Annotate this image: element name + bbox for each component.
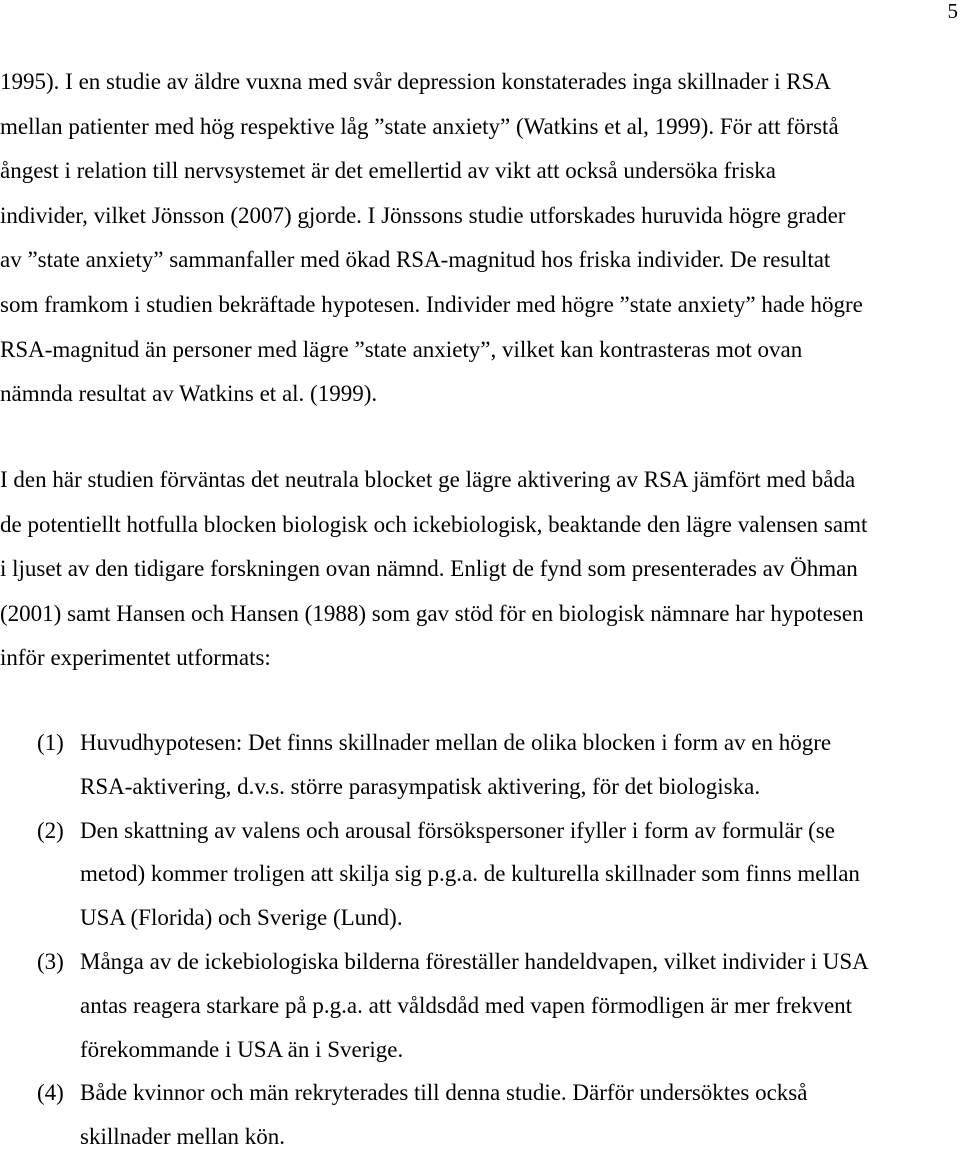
list-number: (4) <box>37 1080 64 1106</box>
hypothesis-item <box>37 721 960 809</box>
text-line: (2001) samt Hansen och Hansen (1988) som gav stöd för en biologisk nämnare har hypotesen <box>0 600 864 626</box>
text-line: skillnader mellan kön. <box>80 1124 286 1150</box>
text-line: ångest i relation till nervsystemet är det emellertid av vikt att också undersöka friska <box>0 158 777 184</box>
text-line: de potentiellt hotfulla blocken biologisk och ickebiologisk, beaktande den lägre valensen samt <box>0 511 868 537</box>
paragraph-study-expectations <box>0 458 960 681</box>
paragraph-rsa-anxiety-background <box>0 60 960 417</box>
text-line: nämnda resultat av Watkins et al. (1999). <box>0 381 378 407</box>
page-number: 5 <box>947 0 958 23</box>
text-line: metod) kommer troligen att skilja sig p.g.a. de kulturella skillnader som finns mellan <box>80 861 860 887</box>
text-line: förekommande i USA än i Sverige. <box>80 1036 404 1062</box>
hypotheses-list <box>37 721 960 1159</box>
list-number: (3) <box>37 948 64 974</box>
text-line: Många av de ickebiologiska bilderna föreställer handeldvapen, vilket individer i USA <box>80 948 869 974</box>
text-line: som framkom i studien bekräftade hypotesen. Individer med högre ”state anxiety” hade högre <box>0 291 863 317</box>
list-number: (1) <box>37 730 64 755</box>
text-line: RSA-aktivering, d.v.s. större parasympatisk aktivering, för det biologiska. <box>80 773 761 799</box>
text-line: 1995). I en studie av äldre vuxna med svår depression konstaterades inga skillnader i RSA <box>0 69 831 94</box>
text-line: individer, vilket Jönsson (2007) gjorde. I Jönssons studie utforskades huruvida högre grader <box>0 202 846 228</box>
text-line: Huvudhypotesen: Det finns skillnader mellan de olika blocken i form av en högre <box>80 730 832 755</box>
text-line: Den skattning av valens och arousal försökspersoner ifyller i form av formulär (se <box>80 817 835 843</box>
hypothesis-item <box>37 940 960 1071</box>
text-line: av ”state anxiety” sammanfaller med ökad RSA-magnitud hos friska individer. De resultat <box>0 247 831 273</box>
text-line: RSA-magnitud än personer med lägre ”state anxiety”, vilket kan kontrasteras mot ovan <box>0 336 803 362</box>
text-line: mellan patienter med hög respektive låg ”state anxiety” (Watkins et al, 1999). För att förstå <box>0 113 839 139</box>
hypothesis-item <box>37 809 960 940</box>
text-line: i ljuset av den tidigare forskningen ovan nämnd. Enligt de fynd som presenterades av Öhman <box>0 556 858 582</box>
text-line: I den här studien förväntas det neutrala blocket ge lägre aktivering av RSA jämfört med båda <box>0 467 856 492</box>
hypothesis-item <box>37 1071 960 1159</box>
list-number: (2) <box>37 817 64 843</box>
text-line: inför experimentet utformats: <box>0 645 271 671</box>
text-line: antas reagera starkare på p.g.a. att våldsdåd med vapen förmodligen är mer frekvent <box>80 992 853 1018</box>
text-line: Både kvinnor och män rekryterades till denna studie. Därför undersöktes också <box>80 1080 808 1106</box>
text-line: USA (Florida) och Sverige (Lund). <box>80 905 403 931</box>
